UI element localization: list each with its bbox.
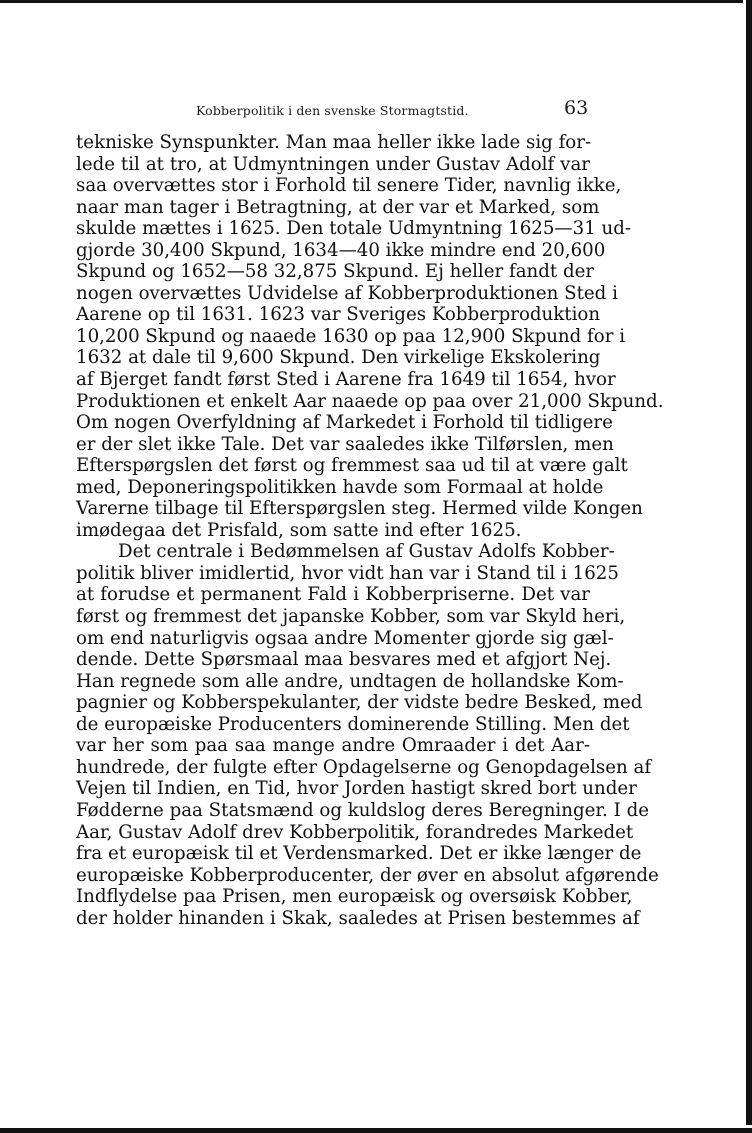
running-head: Kobberpolitik i den svenske Stormagtstid. [196, 103, 469, 118]
text-line: Efterspørgslen det først og fremmest saa ud til at være galt [76, 455, 628, 477]
text-line: først og fremmest det japanske Kobber, som var Skyld heri, [76, 606, 626, 628]
text-line: hundrede, der fulgte efter Opdagelserne og Genopdagelsen af [76, 756, 652, 778]
text-line: politik bliver imidlertid, hvor vidt han var i Stand til i 1625 [76, 562, 619, 584]
text-line: med, Deponeringspolitikken havde som Formaal at holde [76, 476, 604, 498]
text-line: dende. Dette Spørsmaal maa besvares med et afgjort Nej. [76, 649, 612, 671]
text-line: Det centrale i Bedømmelsen af Gustav Adolfs Kobber- [118, 541, 615, 563]
text-line: Vejen til Indien, en Tid, hvor Jorden hastigt skred bort under [76, 778, 637, 800]
text-line: at forudse et permanent Fald i Kobberpriserne. Det var [76, 584, 590, 606]
text-line: der holder hinanden i Skak, saaledes at Prisen bestemmes af [76, 907, 640, 929]
text-line: af Bjerget fandt først Sted i Aarene fra 1649 til 1654, hvor [76, 369, 616, 391]
text-line: Skpund og 1652—58 32,875 Skpund. Ej heller fandt der [76, 261, 595, 283]
text-line: Om nogen Overfyldning af Markedet i Forhold til tidligere [76, 412, 613, 434]
scan-border-top [0, 0, 743, 3]
text-line: var her som paa saa mange andre Omraader i det Aar- [76, 735, 590, 757]
scan-border-right [746, 0, 752, 1125]
scan-border-bottom [0, 1128, 752, 1133]
paragraph-1 [76, 132, 664, 541]
text-line: Produktionen et enkelt Aar naaede op paa over 21,000 Skpund. [76, 390, 664, 412]
text-line: tekniske Synspunkter. Man maa heller ikke lade sig for- [76, 132, 592, 153]
text-line: saa overvættes stor i Forhold til senere Tider, navnlig ikke, [76, 175, 622, 197]
text-line: Aar, Gustav Adolf drev Kobberpolitik, forandredes Markedet [76, 821, 634, 843]
text-line: om end naturligvis ogsaa andre Momenter gjorde sig gæl- [76, 627, 614, 649]
text-line: 1632 at dale til 9,600 Skpund. Den virkelige Ekskolering [76, 347, 601, 369]
text-line: 10,200 Skpund og naaede 1630 op paa 12,900 Skpund for i [76, 325, 626, 347]
body-text [76, 132, 664, 929]
paragraph-2 [76, 541, 659, 929]
text-line: lede til at tro, at Udmyntningen under Gustav Adolf var [76, 153, 590, 175]
text-line: nogen overvættes Udvidelse af Kobberproduktionen Sted i [76, 282, 618, 304]
text-line: gjorde 30,400 Skpund, 1634—40 ikke mindre end 20,600 [76, 239, 606, 261]
text-line: imødegaa det Prisfald, som satte ind efter 1625. [76, 519, 522, 541]
text-line: Indflydelse paa Prisen, men europæisk og oversøisk Kobber, [76, 886, 633, 908]
page-number: 63 [564, 97, 589, 119]
text-line: pagnier og Kobberspekulanter, der vidste bedre Besked, med [76, 692, 643, 714]
text-line: skulde mættes i 1625. Den totale Udmyntning 1625—31 ud- [76, 218, 632, 240]
text-line: de europæiske Producenters dominerende Stilling. Men det [76, 713, 630, 735]
text-line: naar man tager i Betragtning, at der var et Marked, som [76, 196, 600, 218]
text-line: Han regnede som alle andre, undtagen de hollandske Kom- [76, 670, 624, 692]
text-line: Varerne tilbage til Efterspørgslen steg. Hermed vilde Kongen [76, 498, 643, 520]
text-line: europæiske Kobberproducenter, der øver en absolut afgørende [76, 864, 659, 886]
text-line: er der slet ikke Tale. Det var saaledes ikke Tilførslen, men [76, 433, 614, 455]
text-line: Fødderne paa Statsmænd og kuldslog deres Beregninger. I de [76, 799, 649, 821]
text-line: fra et europæisk til et Verdensmarked. Det er ikke længer de [76, 843, 642, 865]
text-line: Aarene op til 1631. 1623 var Sveriges Kobberproduktion [76, 304, 601, 326]
